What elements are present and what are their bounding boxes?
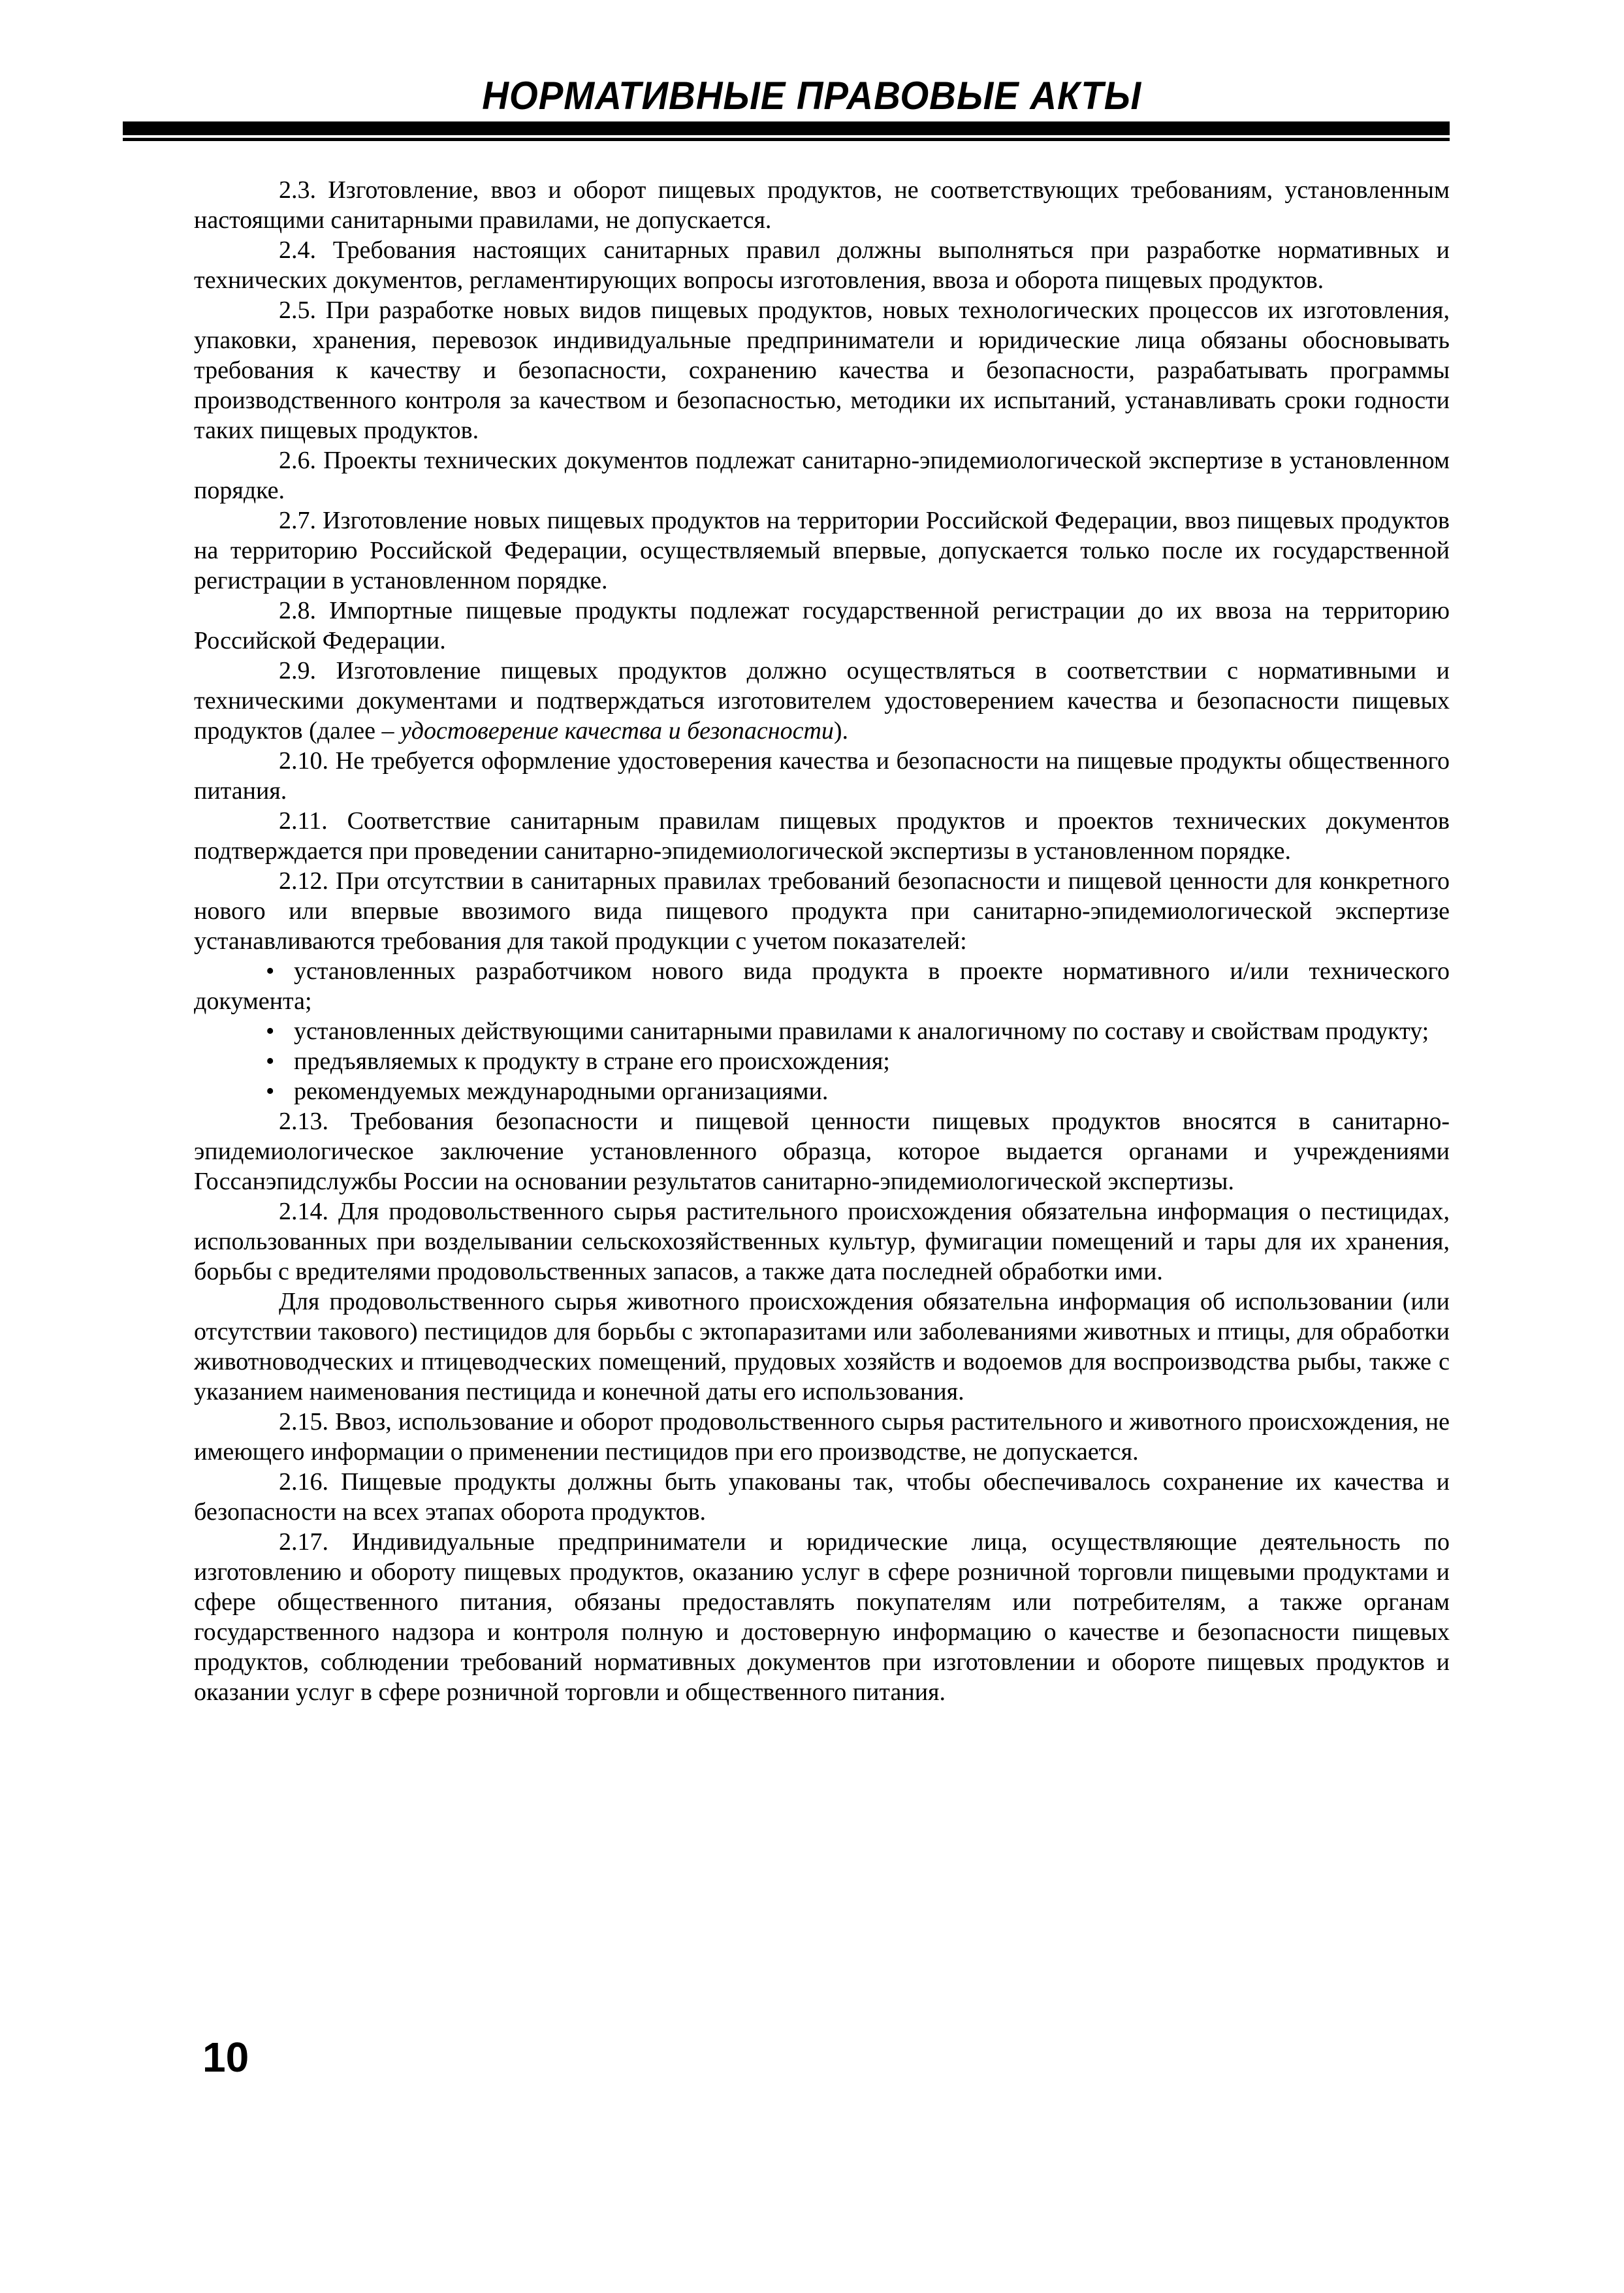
header-rule-thin-bar: [123, 138, 1450, 141]
paragraph-2-4: 2.4. Требования настоящих санитарных правил должны выполняться при разработке нормативных и технических документов, регламентирующих вопросы изготовления, ввоза и оборота пищевых продуктов.: [194, 236, 1450, 294]
bullet-item-4-text: рекомендуемых международными организациями.: [294, 1078, 829, 1105]
paragraph-2-5: 2.5. При разработке новых видов пищевых продуктов, новых технологических процессов их изготовления, упаковки, хранения, перевозок индивидуальные предприниматели и юридические лица обязаны обосновывать требования к качеству и безопасности, сохранению качества и безопасности, разрабатывать программы производственного контроля за качеством и безопасностью, методики их испытаний, устанавливать сроки годности таких пищевых продуктов.: [194, 297, 1450, 444]
paragraph-2-9-closing: ).: [833, 717, 849, 745]
bullet-item-2: [194, 1016, 1450, 1046]
paragraph-2-16: 2.16. Пищевые продукты должны быть упакованы так, чтобы обеспечивалось сохранение их качества и безопасности на всех этапах оборота продуктов.: [194, 1468, 1450, 1526]
page-number: 10: [202, 2034, 249, 2081]
paragraph-2-14: 2.14. Для продовольственного сырья растительного происхождения обязательна информация о пестицидах, использованных при возделывании сельскохозяйственных культур, фумигации помещений и тары для их хранения, борьбы с вредителями продовольственных запасов, а также дата последней обработки ими.: [194, 1198, 1450, 1285]
bullet-item-3-text: предъявляемых к продукту в стране его происхождения;: [294, 1048, 890, 1075]
bullet-item-2-text: установленных действующими санитарными правилами к аналогичному по составу и свойствам продукту;: [294, 1018, 1429, 1045]
bullet-icon: •: [266, 1018, 275, 1045]
paragraph-2-14-continued: Для продовольственного сырья животного происхождения обязательна информация об использовании (или отсутствии такового) пестицидов для борьбы с эктопаразитами или заболеваниями животных и птицы, для обработки животноводческих и птицеводческих помещений, прудовых хозяйств и водоемов для воспроизводства рыбы, также с указанием наименования пестицида и конечной даты его использования.: [194, 1288, 1450, 1405]
header-rule-thick-bar: [123, 121, 1450, 135]
paragraph-2-12: 2.12. При отсутствии в санитарных правилах требований безопасности и пищевой ценности для конкретного нового или впервые ввозимого вида пищевого продукта при санитарно-эпидемиологической экспертизе устанавливаются требования для такой продукции с учетом показателей:: [194, 867, 1450, 955]
bullet-icon: •: [266, 1078, 275, 1105]
bullet-item-1-text: установленных разработчиком нового вида продукта в проекте нормативного и/или технического документа;: [194, 957, 1450, 1015]
bullet-item-4: [194, 1076, 1450, 1106]
bullet-item-3: [194, 1046, 1450, 1076]
paragraph-2-9: [194, 656, 1450, 746]
page-header-title: НОРМАТИВНЫЕ ПРАВОВЫЕ АКТЫ: [482, 74, 1142, 118]
paragraph-2-17: 2.17. Индивидуальные предприниматели и юридические лица, осуществляющие деятельность по изготовлению и обороту пищевых продуктов, оказанию услуг в сфере розничной торговли пищевыми продуктами и сфере общественного питания, обязаны предоставлять покупателям или потребителям, а также органам государственного надзора и контроля полную и достоверную информацию о качестве и безопасности пищевых продуктов, соблюдении требований нормативных документов при изготовлении и обороте пищевых продуктов и оказании услуг в сфере розничной торговли и общественного питания.: [194, 1528, 1450, 1706]
paragraph-2-7: 2.7. Изготовление новых пищевых продуктов на территории Российской Федерации, ввоз пищевых продуктов на территорию Российской Федерации, осуществляемый впервые, допускается только после их государственной регистрации в установленном порядке.: [194, 507, 1450, 594]
paragraph-2-9-defined-term: удостоверение качества и безопасности: [400, 717, 834, 745]
paragraph-2-10: 2.10. Не требуется оформление удостоверения качества и безопасности на пищевые продукты общественного питания.: [194, 747, 1450, 805]
paragraph-2-15: 2.15. Ввоз, использование и оборот продовольственного сырья растительного и животного происхождения, не имеющего информации о применении пестицидов при его производстве, не допускается.: [194, 1408, 1450, 1466]
paragraph-2-6: 2.6. Проекты технических документов подлежат санитарно-эпидемиологической экспертизе в установленном порядке.: [194, 447, 1450, 504]
document-body: [194, 175, 1450, 1707]
bullet-item-1: [194, 956, 1450, 1016]
bullet-icon: •: [266, 1048, 275, 1075]
paragraph-2-8: 2.8. Импортные пищевые продукты подлежат государственной регистрации до их ввоза на территорию Российской Федерации.: [194, 597, 1450, 654]
page-header: [0, 73, 1624, 118]
paragraph-2-13: 2.13. Требования безопасности и пищевой ценности пищевых продуктов вносятся в санитарно-эпидемиологическое заключение установленного образца, которое выдается органами и учреждениями Госсанэпидслужбы России на основании результатов санитарно-эпидемиологической экспертизы.: [194, 1108, 1450, 1195]
paragraph-2-9-text: 2.9. Изготовление пищевых продуктов должно осуществляться в соответствии с нормативными и техническими документами и подтверждаться изготовителем удостоверением качества и безопасности пищевых продуктов (далее –: [194, 657, 1450, 745]
header-rule: [123, 121, 1450, 141]
paragraph-2-3: 2.3. Изготовление, ввоз и оборот пищевых продуктов, не соответствующих требованиям, установленным настоящими санитарными правилами, не допускается.: [194, 176, 1450, 234]
bullet-icon: •: [266, 957, 275, 985]
paragraph-2-11: 2.11. Соответствие санитарным правилам пищевых продуктов и проектов технических документов подтверждается при проведении санитарно-эпидемиологической экспертизы в установленном порядке.: [194, 807, 1450, 865]
